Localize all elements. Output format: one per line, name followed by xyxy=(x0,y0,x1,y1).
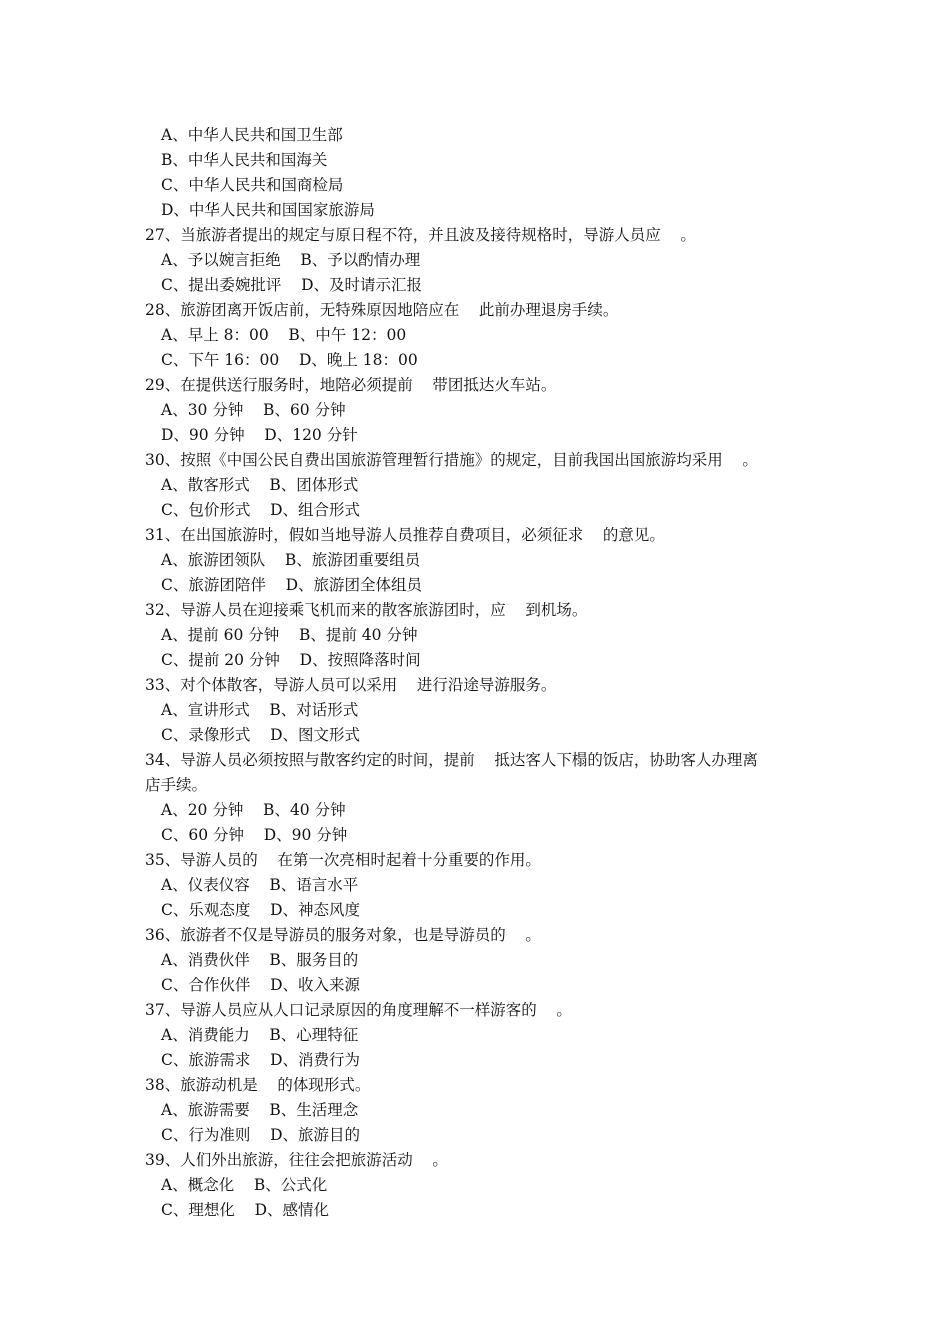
answer-options: B、中华人民共和国海关 xyxy=(161,151,328,169)
answer-options: D、中华人民共和国国家旅游局 xyxy=(161,201,375,219)
answer-options: A、宣讲形式 B、对话形式 xyxy=(161,701,359,719)
answer-options: C、中华人民共和国商检局 xyxy=(161,176,344,194)
answer-options: C、下午 16：00 D、晚上 18：00 xyxy=(161,351,418,369)
answer-options: C、行为准则 D、旅游目的 xyxy=(161,1126,360,1144)
answer-options: C、合作伙伴 D、收入来源 xyxy=(161,976,360,994)
answer-options: C、旅游团陪伴 D、旅游团全体组员 xyxy=(161,576,422,594)
answer-options: A、消费伙伴 B、服务目的 xyxy=(161,951,359,969)
answer-options: A、提前 60 分钟 B、提前 40 分钟 xyxy=(161,626,418,644)
answer-options: A、仪表仪容 B、语言水平 xyxy=(161,876,359,894)
answer-options: A、散客形式 B、团体形式 xyxy=(161,476,359,494)
question-list xyxy=(145,123,825,1223)
question-text: 36、旅游者不仅是导游员的服务对象，也是导游员的 。 xyxy=(145,926,541,944)
answer-options: C、60 分钟 D、90 分钟 xyxy=(161,826,348,844)
answer-options: D、90 分钟 D、120 分针 xyxy=(161,426,358,444)
question-continuation: 店手续。 xyxy=(145,776,208,794)
answer-options: A、消费能力 B、心理特征 xyxy=(161,1026,359,1044)
answer-options: C、旅游需求 D、消费行为 xyxy=(161,1051,360,1069)
question-text: 38、旅游动机是 的体现形式。 xyxy=(145,1076,371,1094)
question-text: 35、导游人员的 在第一次亮相时起着十分重要的作用。 xyxy=(145,851,541,869)
answer-options: A、30 分钟 B、60 分钟 xyxy=(161,401,346,419)
question-text: 34、导游人员必须按照与散客约定的时间，提前 抵达客人下榻的饭店，协助客人办理离 xyxy=(145,751,758,769)
question-text: 33、对个体散客，导游人员可以采用 进行沿途导游服务。 xyxy=(145,676,557,694)
question-text: 31、在出国旅游时，假如当地导游人员推荐自费项目，必须征求 的意见。 xyxy=(145,526,665,544)
answer-options: C、提出委婉批评 D、及时请示汇报 xyxy=(161,276,422,294)
answer-options: C、录像形式 D、图文形式 xyxy=(161,726,360,744)
question-text: 37、导游人员应从人口记录原因的角度理解不一样游客的 。 xyxy=(145,1001,572,1019)
answer-options: A、概念化 B、公式化 xyxy=(161,1176,328,1194)
answer-options: A、早上 8：00 B、中午 12：00 xyxy=(161,326,407,344)
answer-options: A、旅游需要 B、生活理念 xyxy=(161,1101,359,1119)
question-text: 39、人们外出旅游，往往会把旅游活动 。 xyxy=(145,1151,448,1169)
question-text: 28、旅游团离开饭店前，无特殊原因地陪应在 此前办理退房手续。 xyxy=(145,301,619,319)
answer-options: A、中华人民共和国卫生部 xyxy=(161,126,343,144)
answer-options: C、乐观态度 D、神态风度 xyxy=(161,901,360,919)
question-text: 29、在提供送行服务时，地陪必须提前 带团抵达火车站。 xyxy=(145,376,557,394)
question-text: 30、按照《中国公民自费出国旅游管理暂行措施》的规定，目前我国出国旅游均采用 。 xyxy=(145,451,758,469)
question-text: 27、当旅游者提出的规定与原日程不符，并且波及接待规格时，导游人员应 。 xyxy=(145,226,696,244)
answer-options: C、提前 20 分钟 D、按照降落时间 xyxy=(161,651,421,669)
answer-options: A、旅游团领队 B、旅游团重要组员 xyxy=(161,551,421,569)
answer-options: C、理想化 D、感情化 xyxy=(161,1201,329,1219)
answer-options: A、予以婉言拒绝 B、予以酌情办理 xyxy=(161,251,421,269)
question-text: 32、导游人员在迎接乘飞机而来的散客旅游团时，应 到机场。 xyxy=(145,601,588,619)
answer-options: A、20 分钟 B、40 分钟 xyxy=(161,801,346,819)
answer-options: C、包价形式 D、组合形式 xyxy=(161,501,360,519)
